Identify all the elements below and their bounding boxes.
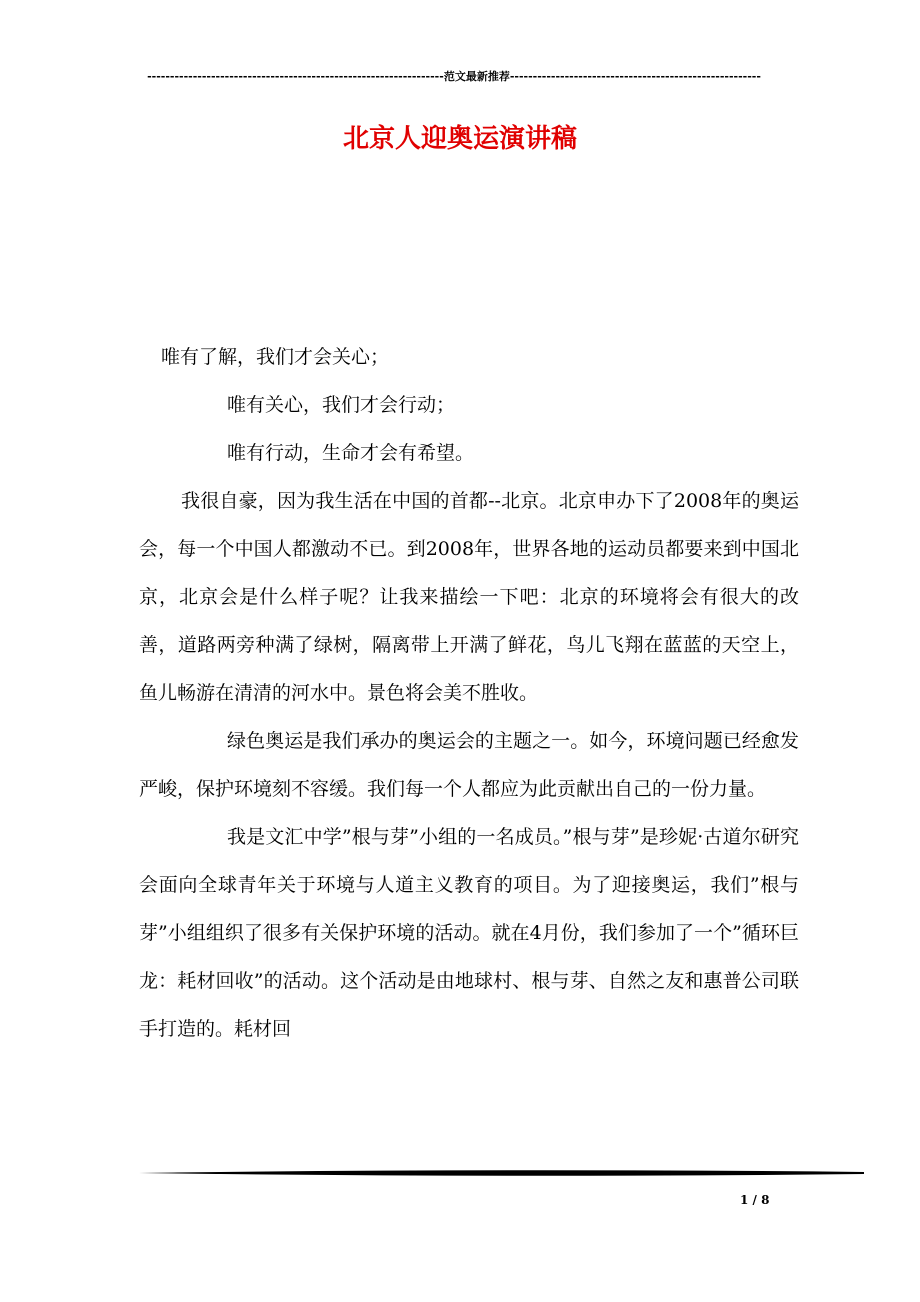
paragraph-1: 唯有了解，我们才会关心；: [161, 346, 390, 368]
header-banner: -----------------------------------------------------------------范文最新推荐-------------------------------------------------------: [147, 70, 761, 83]
document-body: [139, 333, 799, 1053]
paragraph-4: 我很自豪，因为我生活在中国的首都--北京。北京申办下了2008年的奥运会，每一个中国人都激动不已。到2008年，世界各地的运动员都要来到中国北京，北京会是什么样子呢？让我来描绘一下吧：北京的环境将会有很大的改善，道路两旁种满了绿树，隔离带上开满了鲜花，鸟儿飞翔在蓝蓝的天空上，鱼儿畅游在清清的河水中。景色将会美不胜收。: [139, 490, 799, 704]
paragraph-2: 唯有关心，我们才会行动；: [227, 394, 456, 416]
footer-divider: [139, 1168, 864, 1178]
paragraph-5: 绿色奥运是我们承办的奥运会的主题之一。如今，环境问题已经愈发严峻，保护环境刻不容缓。我们每一个人都应为此贡献出自己的一份力量。: [139, 730, 799, 800]
document-title: 北京人迎奥运演讲稿: [342, 124, 577, 154]
page-number: 1 / 8: [740, 1193, 770, 1207]
paragraph-6: 我是文汇中学”根与芽”小组的一名成员。”根与芽”是珍妮·古道尔研究会面向全球青年关于环境与人道主义教育的项目。为了迎接奥运，我们”根与芽”小组组织了很多有关保护环境的活动。就在4月份，我们参加了一个”循环巨龙：耗材回收”的活动。这个活动是由地球村、根与芽、自然之友和惠普公司联手打造的。耗材回: [139, 826, 799, 1040]
paragraph-3: 唯有行动，生命才会有希望。: [227, 442, 475, 464]
